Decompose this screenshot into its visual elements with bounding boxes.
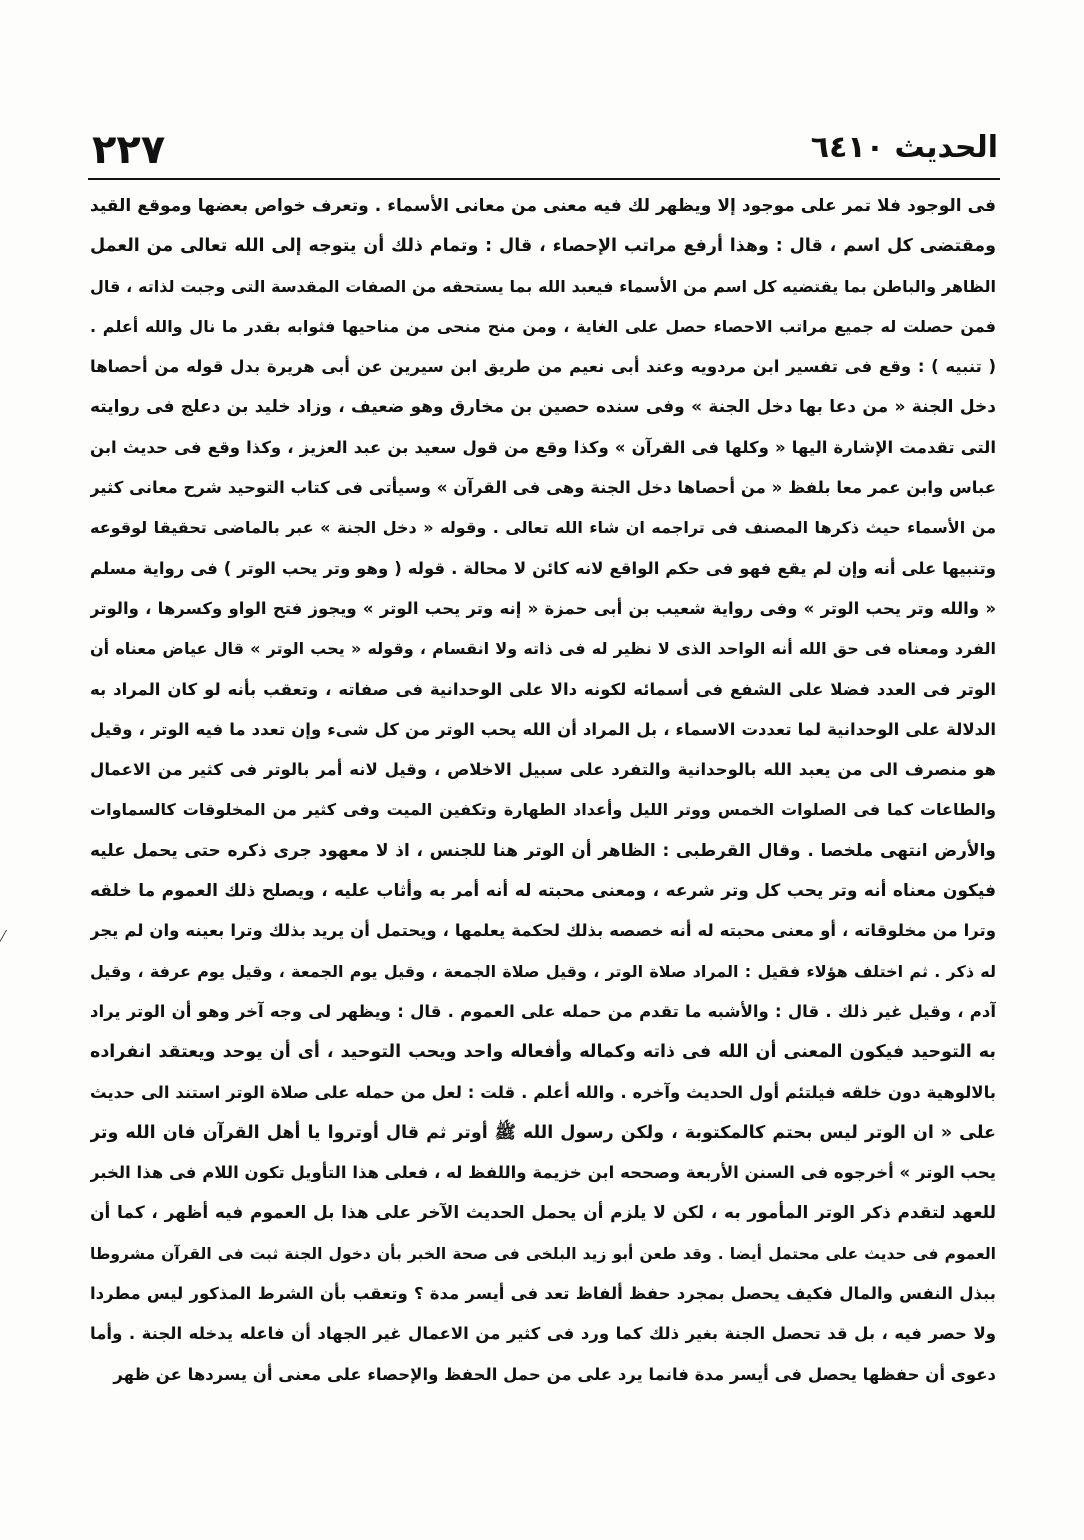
text-line: دعوى أن حفظها يحصل فى أيسر مدة فانما يرد على من حمل الحفظ والإحصاء على معنى أن يسردها عن ظهر [113,1364,996,1384]
text-line: ومقتضى كل اسم ، قال : وهذا أرفع مراتب الإحصاء ، قال : وتمام ذلك أن يتوجه إلى الله تعالى من العمل [90,236,996,257]
text-line: به التوحيد فيكون المعنى أن الله فى ذاته وكماله وأفعاله واحد ويحب التوحيد ، أى أن يوحد ويعتقد انفراده [90,1042,996,1063]
text-line: وترا من مخلوقاته ، أو معنى محبته له أنه خصصه بذلك لحكمة يعلمها ، ويحتمل أن يريد بذلك وترا بعينه وان لم يجر [90,921,996,941]
text-line: التى تقدمت الإشارة اليها « وكلها فى القرآن » وكذا وقع من قول سعيد بن عبد العزيز ، وكذا وقع فى حديث ابن [90,437,996,457]
text-line: ( تنبيه ) : وقع فى تفسير ابن مردويه وعند أبى نعيم من طريق ابن سيرين عن أبى هريرة بدل قوله من أحصاها [90,357,996,377]
margin-pen-mark [0,930,17,944]
text-line: الظاهر والباطن بما يقتضيه كل اسم من الأسماء فيعبد الله بما يستحقه من الصفات المقدسة التى وجبت لذاته ، قال [90,276,996,296]
text-line: هو منصرف الى من يعبد الله بالوحدانية والتفرد على سبيل الاخلاص ، وقيل لانه أمر بالوتر فى كثير من الاعمال [90,760,996,780]
page-header [88,128,998,174]
header-rule [88,178,1000,180]
text-line: ببذل النفس والمال فكيف يحصل بمجرد حفظ ألفاظ تعد فى أيسر مدة ؟ وتعقب بأن الشرط المذكور ليس مطردا [90,1284,996,1304]
text-line: « والله وتر يحب الوتر » وفى رواية شعيب بن أبى حمزة « إنه وتر يحب الوتر » ويجوز فتح الواو وكسرها ، والوتر [90,598,996,618]
page-number: ٢٢٧ [92,127,166,173]
text-line: الدلالة على الوحدانية لما تعددت الاسماء ، بل المراد أن الله يحب الوتر من كل شىء وإن تعدد ما فيه الوتر ، وقيل [90,719,996,739]
text-line: والأرض انتهى ملخصا . وقال القرطبى : الظاهر أن الوتر هنا للجنس ، اذ لا معهود جرى ذكره حتى يحمل عليه [90,840,996,861]
text-line: يحب الوتر » أخرجوه فى السنن الأربعة وصححه ابن خزيمة واللفظ له ، فعلى هذا التأويل تكون اللام فى هذا الخبر [90,1163,996,1183]
text-line: من الأسماء حيث ذكرها المصنف فى تراجمه ان شاء الله تعالى . وقوله « دخل الجنة » عبر بالماضى تحقيقا لوقوعه [90,518,996,538]
running-head-title: الحديث ٦٤١٠ [810,130,998,165]
text-line: فيكون معناه أنه وتر يحب كل وتر شرعه ، ومعنى محبته له أنه أمر به وأثاب عليه ، ويصلح ذلك العموم ما خلقه [90,881,996,902]
text-line: الوتر فى العدد فضلا على الشفع فى أسمائه لكونه دالا على الوحدانية فى صفاته ، وتعقب بأنه لو كان المراد به [90,679,996,699]
text-line: على « ان الوتر ليس بحتم كالمكتوبة ، ولكن رسول الله ﷺ أوتر ثم قال أوتروا يا أهل القرآن فان الله وتر [90,1122,996,1143]
text-line: وتنبيها على أنه وإن لم يقع فهو فى حكم الواقع لانه كائن لا محالة . قوله ( وهو وتر يحب الوتر ) فى رواية مسلم [90,558,996,578]
text-line: له ذكر . ثم اختلف هؤلاء فقيل : المراد صلاة الوتر ، وقيل صلاة الجمعة ، وقيل يوم الجمعة ، وقيل يوم عرفة ، وقيل [90,961,996,981]
text-line: ولا حصر فيه ، بل قد تحصل الجنة بغير ذلك كما ورد فى كثير من الاعمال غير الجهاد أن فاعله يدخله الجنة . وأما [90,1324,996,1344]
text-line: الفرد ومعناه فى حق الله أنه الواحد الذى لا نظير له فى ذاته ولا انقسام ، وقوله « يحب الوتر » قال عياض معناه أن [90,639,996,659]
text-line: والطاعات كما فى الصلوات الخمس ووتر الليل وأعداد الطهارة وتكفين الميت وفى كثير من المخلوقات كالسماوات [90,800,996,820]
text-line: فى الوجود فلا تمر على موجود إلا ويظهر لك فيه معنى من معانى الأسماء . وتعرف خواص بعضها وموقع القيد [90,196,996,216]
text-line: بالالوهية دون خلقه فيلتئم أول الحديث وآخره . والله أعلم . قلت : لعل من حمله على صلاة الوتر استند الى حديث [90,1082,996,1102]
text-line: آدم ، وقيل غير ذلك . قال : والأشبه ما تقدم من حمله على العموم . قال : ويظهر لى وجه آخر وهو أن الوتر يراد [90,1001,996,1021]
text-line: عباس وابن عمر معا بلفظ « من أحصاها دخل الجنة وهى فى القرآن » وسيأتى فى كتاب التوحيد شرح معانى كثير [90,478,996,498]
text-line: العموم فى حديث على محتمل أيضا . وقد طعن أبو زيد البلخى فى صحة الخبر بأن دخول الجنة ثبت فى القرآن مشروطا [90,1244,996,1263]
text-line: دخل الجنة « من دعا بها دخل الجنة » وفى سنده حصين بن مخارق وهو ضعيف ، وزاد خليد بن دعلج فى روايته [90,397,996,418]
text-line: فمن حصلت له جميع مراتب الاحصاء حصل على الغاية ، ومن منح منحى من مناحيها فثوابه بقدر ما نال والله أعلم . [90,316,996,336]
text-line: للعهد لتقدم ذكر الوتر المأمور به ، لكن لا يلزم أن يحمل الحديث الآخر على هذا بل العموم فيه أظهر ، كما أن [90,1203,996,1224]
body-text [90,186,996,1395]
